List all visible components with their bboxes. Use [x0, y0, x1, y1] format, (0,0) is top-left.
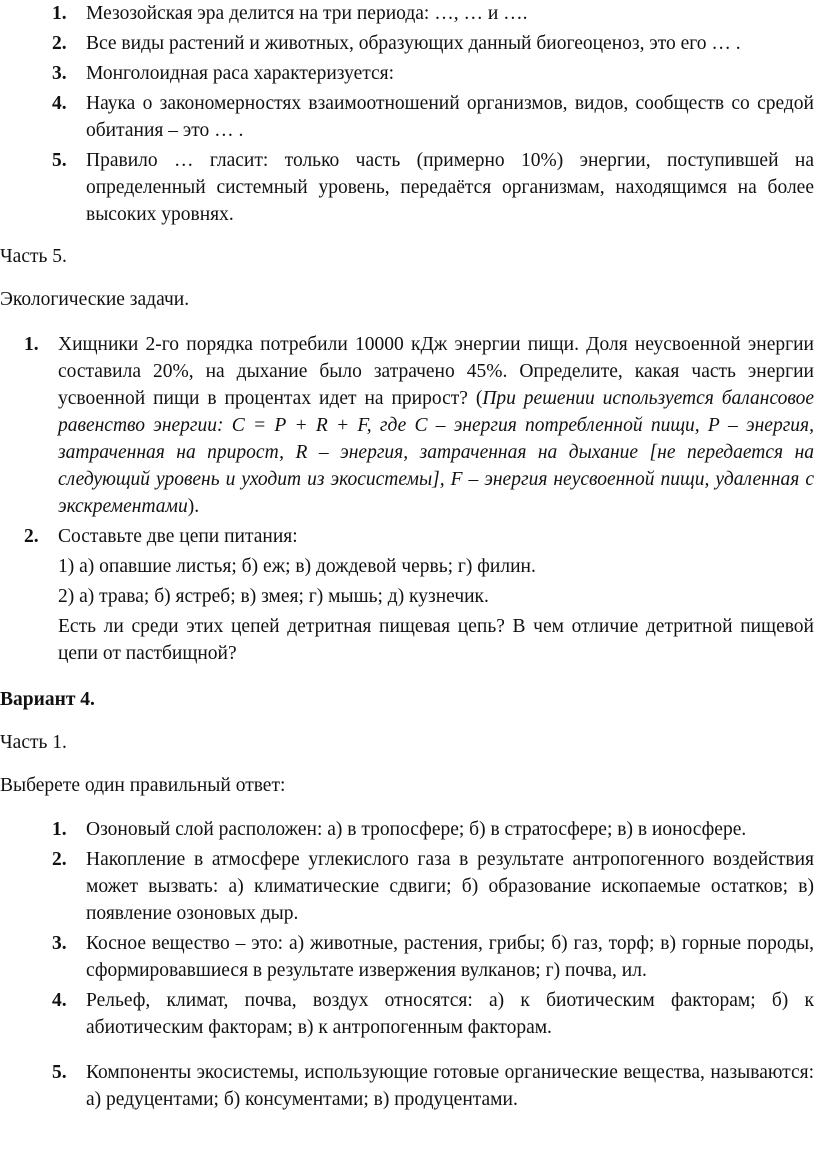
list-item [0, 60, 816, 87]
task-hint-italic: При решении используется балансовое равенство энергии: С = Р + R + F, где С – энергия потребленной пищи, Р – энергия, затраченная на прирост, R – энергия, затраченная на дыхание [не передается на следующий уровень и уходит из экосистемы], F – энергия неусвоенной пищи, удаленная с экскрементами [58, 388, 814, 517]
list-item-text: Накопление в атмосфере углекислого газа в результате антропогенного воздействия может вызвать: а) климатические сдвиги; б) образование ископаемые остатков; в) появление озоновых дыр. [86, 849, 814, 924]
list-item-text: Все виды растений и животных, образующих данный биогеоценоз, это его … . [86, 33, 741, 54]
task-item [0, 331, 816, 520]
list-number: 3. [52, 933, 67, 954]
list-number: 1. [52, 3, 67, 24]
list-item [0, 987, 816, 1041]
eco-tasks-heading: Экологические задачи. [0, 289, 190, 310]
list-number: 5. [52, 150, 67, 171]
list-item [0, 846, 816, 927]
task-text-end: ). [187, 496, 200, 517]
list-number: 2. [52, 849, 67, 870]
list-number: 4. [52, 93, 67, 114]
list-item-text: Наука о закономерностях взаимоотношений организмов, видов, сообществ со средой обитания – это … . [86, 93, 814, 141]
list-item-text: Рельеф, климат, почва, воздух относятся: а) к биотическим факторам; б) к абиотическим факторам; в) к антропогенным факторам. [86, 990, 814, 1038]
eco-task-list [0, 331, 816, 667]
part1-heading: Часть 1. [0, 732, 67, 753]
instruction-text: Выберете один правильный ответ: [0, 775, 286, 796]
list-number: 3. [52, 63, 67, 84]
list-item-text: Озоновый слой расположен: а) в тропосфере; б) в стратосфере; в) в ионосфере. [86, 819, 747, 840]
variant-heading: Вариант 4. [0, 689, 95, 710]
list-item [0, 930, 816, 984]
list-item-text: Правило … гласит: только часть (примерно 10%) энергии, поступившей на определенный системный уровень, передаётся организмам, находящимся на более высоких уровнях. [86, 150, 814, 225]
list-item-text: Косное вещество – это: а) животные, растения, грибы; б) газ, торф; в) горные породы, сформировавшиеся в результате извержения вулканов; г) почва, ил. [86, 933, 814, 981]
task-question: Есть ли среди этих цепей детритная пищевая цепь? В чем отличие детритной пищевой цепи от пастбищной? [58, 616, 814, 664]
task-item [0, 523, 816, 667]
list-item [0, 30, 816, 57]
task-text: Составьте две цепи питания: [58, 526, 298, 547]
list-item [0, 90, 816, 144]
list-number: 2. [52, 33, 67, 54]
task-text: Хищники 2-го порядка потребили 10000 кДж энергии пищи. Доля неусвоенной энергии составила 20%, на дыхание было затрачено 45%. Определите, какая часть энергии усвоенной пищи в процентах идет на прирост? ( [58, 334, 814, 409]
list-item-text: Монголоидная раса характеризуется: [86, 63, 395, 84]
list-item [0, 1059, 816, 1113]
question-list-top [0, 0, 816, 228]
food-chain-1: 1) а) опавшие листья; б) еж; в) дождевой червь; г) филин. [58, 556, 536, 577]
question-list-bottom [0, 816, 816, 1113]
list-number: 5. [52, 1062, 67, 1083]
list-item [0, 147, 816, 228]
list-item-text: Компоненты экосистемы, использующие готовые органические вещества, называются: а) редуцентами; б) консументами; в) продуцентами. [86, 1062, 814, 1110]
list-item [0, 816, 816, 843]
list-number: 1. [52, 819, 67, 840]
list-number: 1. [24, 334, 39, 355]
food-chain-2: 2) а) трава; б) ястреб; в) змея; г) мышь; д) кузнечик. [58, 586, 489, 607]
list-number: 4. [52, 990, 67, 1011]
list-item-text: Мезозойская эра делится на три периода: …, … и …. [86, 3, 528, 24]
list-item [0, 0, 816, 27]
list-number: 2. [24, 526, 39, 547]
part5-heading: Часть 5. [0, 246, 67, 267]
